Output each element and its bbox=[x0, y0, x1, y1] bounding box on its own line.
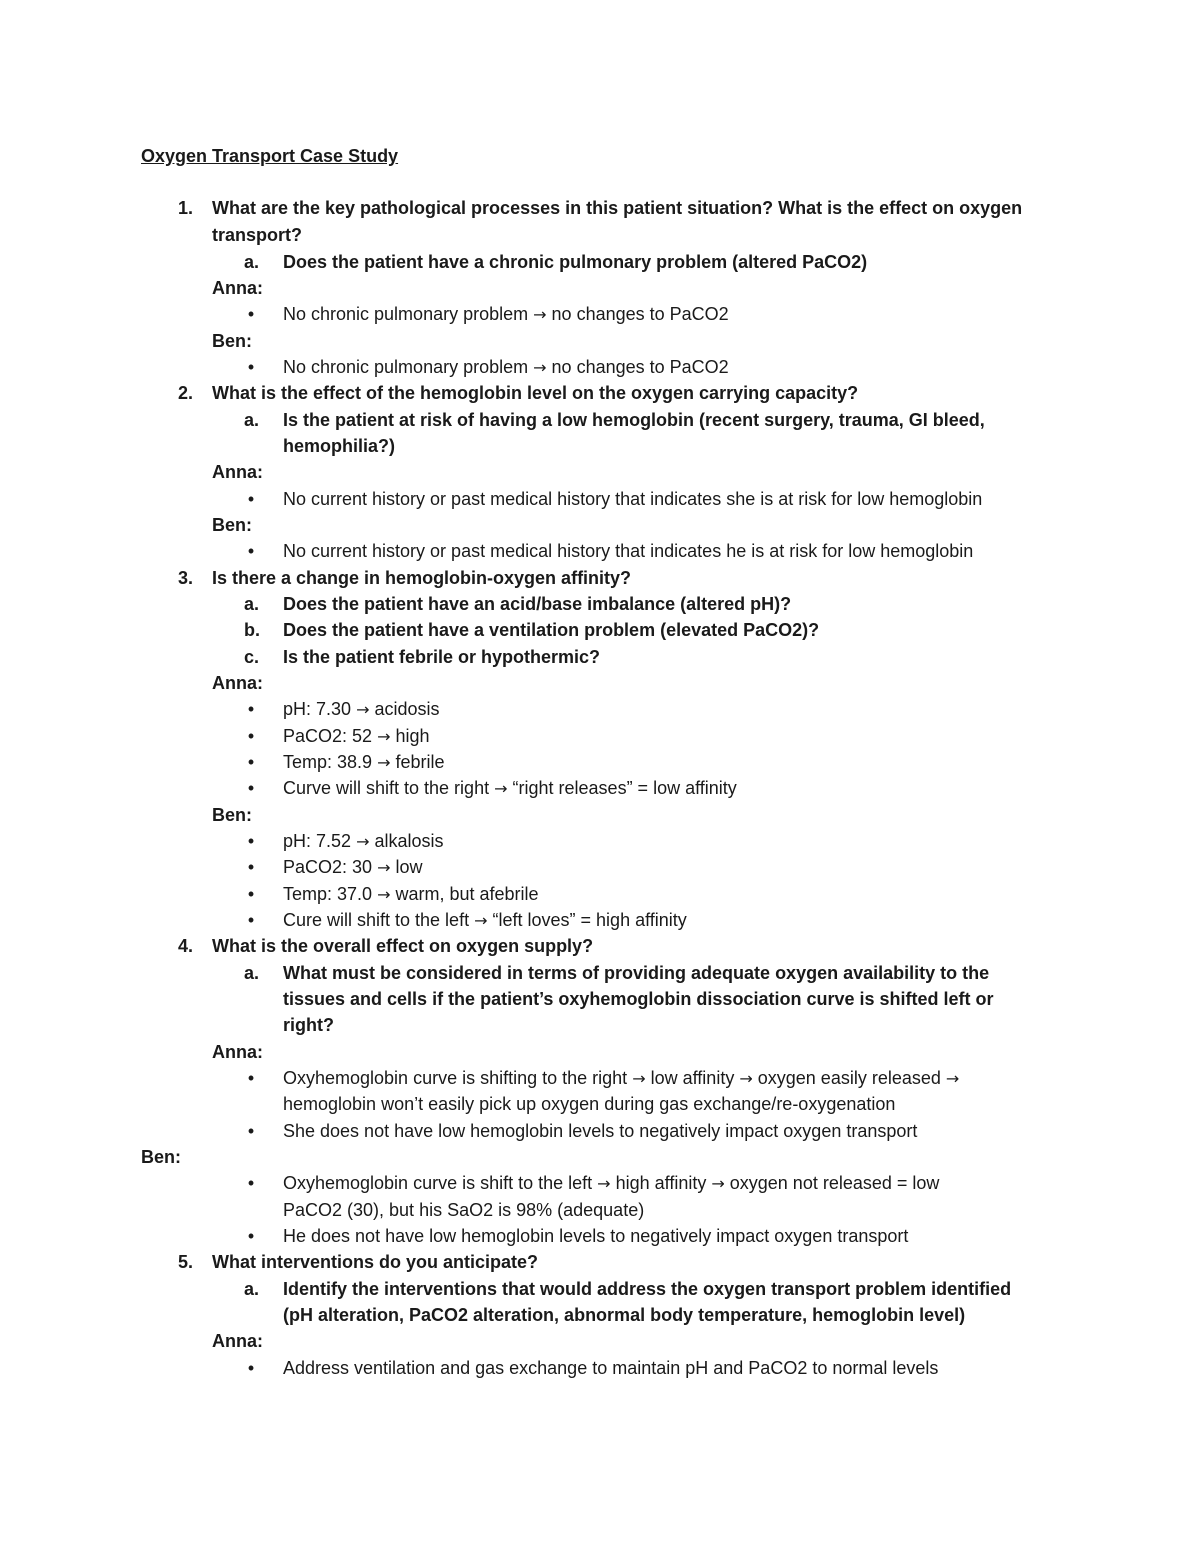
subquestion-text: Identify the interventions that would address the oxygen transport problem identified bbox=[283, 1279, 1012, 1299]
bullet-icon: • bbox=[247, 699, 255, 719]
arrow-right-icon: → bbox=[356, 832, 370, 851]
answer-text-continued: PaCO2 (30), but his SaO2 is 98% (adequate) bbox=[283, 1200, 645, 1220]
subquestion-letter: a. bbox=[244, 1279, 260, 1299]
bullet-icon: • bbox=[247, 778, 255, 798]
question-text: What is the overall effect on oxygen supply? bbox=[212, 936, 594, 956]
patient-label-ben: Ben: bbox=[141, 1147, 181, 1167]
answer-text: Oxyhemoglobin curve is shifting to the right bbox=[283, 1068, 628, 1088]
bullet-icon: • bbox=[247, 726, 255, 746]
patient-label-anna: Anna: bbox=[212, 278, 263, 298]
answer-text: high affinity bbox=[615, 1173, 707, 1193]
question-text: What interventions do you anticipate? bbox=[212, 1252, 539, 1272]
arrow-right-icon: → bbox=[711, 1174, 725, 1193]
arrow-right-icon: → bbox=[945, 1069, 960, 1088]
answer-text: Address ventilation and gas exchange to maintain pH and PaCO2 to normal levels bbox=[283, 1358, 939, 1378]
bullet-icon: • bbox=[247, 304, 255, 324]
subquestion-text: Does the patient have a ventilation problem (elevated PaCO2)? bbox=[283, 620, 820, 640]
bullet-icon: • bbox=[247, 831, 255, 851]
answer-text: pH: 7.30 bbox=[283, 699, 352, 719]
subquestion-letter: c. bbox=[244, 647, 260, 667]
bullet-icon: • bbox=[247, 857, 255, 877]
subquestion-text-continued: hemophilia?) bbox=[283, 436, 395, 456]
subquestion-letter: a. bbox=[244, 410, 260, 430]
subquestion-text-continued: right? bbox=[283, 1015, 334, 1035]
arrow-right-icon: → bbox=[474, 911, 488, 930]
answer-text-continued: hemoglobin won’t easily pick up oxygen during gas exchange/re-oxygenation bbox=[283, 1094, 896, 1114]
patient-label-anna: Anna: bbox=[212, 1042, 263, 1062]
subquestion-text: Is the patient at risk of having a low hemoglobin (recent surgery, trauma, GI bleed, bbox=[283, 410, 985, 430]
answer-text: acidosis bbox=[374, 699, 440, 719]
bullet-icon: • bbox=[247, 752, 255, 772]
answer-text: oxygen not released = low bbox=[729, 1173, 940, 1193]
patient-label-ben: Ben: bbox=[212, 805, 252, 825]
arrow-right-icon: → bbox=[377, 727, 391, 746]
answer-text: oxygen easily released bbox=[757, 1068, 941, 1088]
arrow-right-icon: → bbox=[739, 1069, 753, 1088]
answer-text: She does not have low hemoglobin levels to negatively impact oxygen transport bbox=[283, 1121, 918, 1141]
bullet-icon: • bbox=[247, 357, 255, 377]
patient-label-anna: Anna: bbox=[212, 673, 263, 693]
answer-text: No current history or past medical history that indicates she is at risk for low hemoglobin bbox=[283, 489, 983, 509]
answer-text: No current history or past medical history that indicates he is at risk for low hemoglobin bbox=[283, 541, 974, 561]
subquestion-letter: a. bbox=[244, 963, 260, 983]
answer-text: PaCO2: 30 bbox=[283, 857, 373, 877]
subquestion-letter: a. bbox=[244, 252, 260, 272]
question-number: 2. bbox=[177, 383, 193, 403]
question-text: Is there a change in hemoglobin-oxygen affinity? bbox=[212, 568, 632, 588]
question-number: 5. bbox=[177, 1252, 193, 1272]
question-number: 3. bbox=[177, 568, 193, 588]
bullet-icon: • bbox=[247, 910, 255, 930]
answer-text: Temp: 37.0 bbox=[283, 884, 373, 904]
bullet-icon: • bbox=[247, 884, 255, 904]
answer-text: pH: 7.52 bbox=[283, 831, 352, 851]
answer-text: He does not have low hemoglobin levels to negatively impact oxygen transport bbox=[283, 1226, 909, 1246]
arrow-right-icon: → bbox=[356, 700, 370, 719]
arrow-right-icon: → bbox=[377, 753, 391, 772]
answer-text: Cure will shift to the left bbox=[283, 910, 470, 930]
bullet-icon: • bbox=[247, 1121, 255, 1141]
answer-text: PaCO2: 52 bbox=[283, 726, 373, 746]
arrow-right-icon: → bbox=[632, 1069, 646, 1088]
answer-text: “left loves” = high affinity bbox=[492, 910, 687, 930]
question-text-continued: transport? bbox=[212, 225, 302, 245]
answer-text: low affinity bbox=[650, 1068, 735, 1088]
subquestion-text: Does the patient have a chronic pulmonary problem (altered PaCO2) bbox=[283, 252, 868, 272]
answer-text: No chronic pulmonary problem bbox=[283, 357, 529, 377]
arrow-right-icon: → bbox=[597, 1174, 611, 1193]
answer-text: warm, but afebrile bbox=[395, 884, 539, 904]
bullet-icon: • bbox=[247, 1068, 255, 1088]
bullet-icon: • bbox=[247, 1226, 255, 1246]
patient-label-ben: Ben: bbox=[212, 331, 252, 351]
subquestion-text: Is the patient febrile or hypothermic? bbox=[283, 647, 601, 667]
subquestion-text: What must be considered in terms of providing adequate oxygen availability to the bbox=[283, 963, 990, 983]
answer-text: alkalosis bbox=[374, 831, 444, 851]
question-number: 4. bbox=[177, 936, 193, 956]
arrow-right-icon: → bbox=[533, 305, 547, 324]
arrow-right-icon: → bbox=[494, 779, 508, 798]
subquestion-text-continued: tissues and cells if the patient’s oxyhemoglobin dissociation curve is shifted left or bbox=[283, 989, 994, 1009]
subquestion-letter: a. bbox=[244, 594, 260, 614]
answer-text: “right releases” = low affinity bbox=[512, 778, 737, 798]
answer-text: Oxyhemoglobin curve is shift to the left bbox=[283, 1173, 593, 1193]
answer-text: Temp: 38.9 bbox=[283, 752, 373, 772]
arrow-right-icon: → bbox=[377, 885, 391, 904]
subquestion-text-continued: (pH alteration, PaCO2 alteration, abnormal body temperature, hemoglobin level) bbox=[283, 1305, 966, 1325]
answer-text: no changes to PaCO2 bbox=[551, 357, 729, 377]
arrow-right-icon: → bbox=[533, 358, 547, 377]
bullet-icon: • bbox=[247, 489, 255, 509]
arrow-right-icon: → bbox=[377, 858, 391, 877]
bullet-icon: • bbox=[247, 1173, 255, 1193]
question-text: What is the effect of the hemoglobin level on the oxygen carrying capacity? bbox=[212, 383, 859, 403]
bullet-icon: • bbox=[247, 541, 255, 561]
answer-text: No chronic pulmonary problem bbox=[283, 304, 529, 324]
patient-label-ben: Ben: bbox=[212, 515, 252, 535]
document-title: Oxygen Transport Case Study bbox=[141, 146, 399, 166]
answer-text: high bbox=[395, 726, 430, 746]
subquestion-letter: b. bbox=[244, 620, 260, 640]
patient-label-anna: Anna: bbox=[212, 1331, 263, 1351]
question-number: 1. bbox=[177, 198, 193, 218]
patient-label-anna: Anna: bbox=[212, 462, 263, 482]
subquestion-text: Does the patient have an acid/base imbalance (altered pH)? bbox=[283, 594, 792, 614]
answer-text: low bbox=[395, 857, 423, 877]
answer-text: febrile bbox=[395, 752, 445, 772]
answer-text: Curve will shift to the right bbox=[283, 778, 490, 798]
answer-text: no changes to PaCO2 bbox=[551, 304, 729, 324]
question-text: What are the key pathological processes in this patient situation? What is the effect on oxygen bbox=[212, 198, 1023, 218]
bullet-icon: • bbox=[247, 1358, 255, 1378]
